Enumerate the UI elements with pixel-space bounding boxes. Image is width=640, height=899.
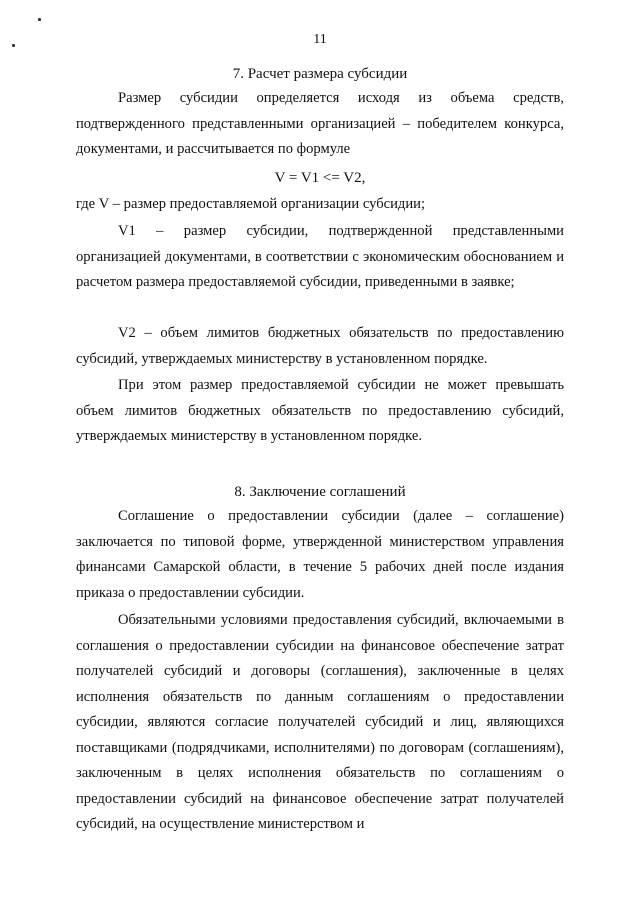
section-8-paragraph-1: Соглашение о предоставлении субсидии (далее – соглашение) заключается по типовой форме, утвержденной министерством управления финансами Самарской области, в течение 5 рабочих дней после издания приказа о предоставлении субсидии. xyxy=(76,508,564,601)
section-8-paragraph-2: Обязательными условиями предоставления субсидий, включаемыми в соглашения о предоставлении субсидии на финансовое обеспечение затрат получателей субсидий и договоры (соглашения), заключенные в целях исполнения обязательств по данным соглашениям о предоставлении субсидии, являются согласие получателей субсидий и лиц, являющихся поставщиками (подрядчиками, исполнителями) по договорам (соглашениям), заключенным в целях исполнения обязательств по соглашениям о предоставлении субсидий на финансовое обеспечение затрат получателей субсидий, на осуществление министерством и xyxy=(76,612,564,832)
formula: V = V1 <= V2, xyxy=(274,170,366,186)
scan-speck xyxy=(38,18,41,21)
section-7-paragraph-1: Размер субсидии определяется исходя из объема средств, подтвержденного представленными организацией – победителем конкурса, документами, и рассчитывается по формуле xyxy=(76,90,564,157)
section-7-paragraph-5: При этом размер предоставляемой субсидии не может превышать объем лимитов бюджетных обязательств по предоставлению субсидий, утверждаемых министерству в установленном порядке. xyxy=(76,377,564,444)
section-7-paragraph-3: V1 – размер субсидии, подтвержденной представленными организацией документами, в соответствии с экономическим обоснованием и расчетом размера предоставляемой субсидии, приведенными в заявке; xyxy=(76,223,564,290)
page-number: 11 xyxy=(313,32,327,47)
section-7-title: 7. Расчет размера субсидии xyxy=(232,66,408,82)
section-7-paragraph-4: V2 – объем лимитов бюджетных обязательств по предоставлению субсидий, утверждаемых министерству в установленном порядке. xyxy=(76,325,564,367)
section-7-paragraph-2: где V – размер предоставляемой организации субсидии; xyxy=(76,196,426,212)
section-8-title: 8. Заключение соглашений xyxy=(234,484,406,500)
